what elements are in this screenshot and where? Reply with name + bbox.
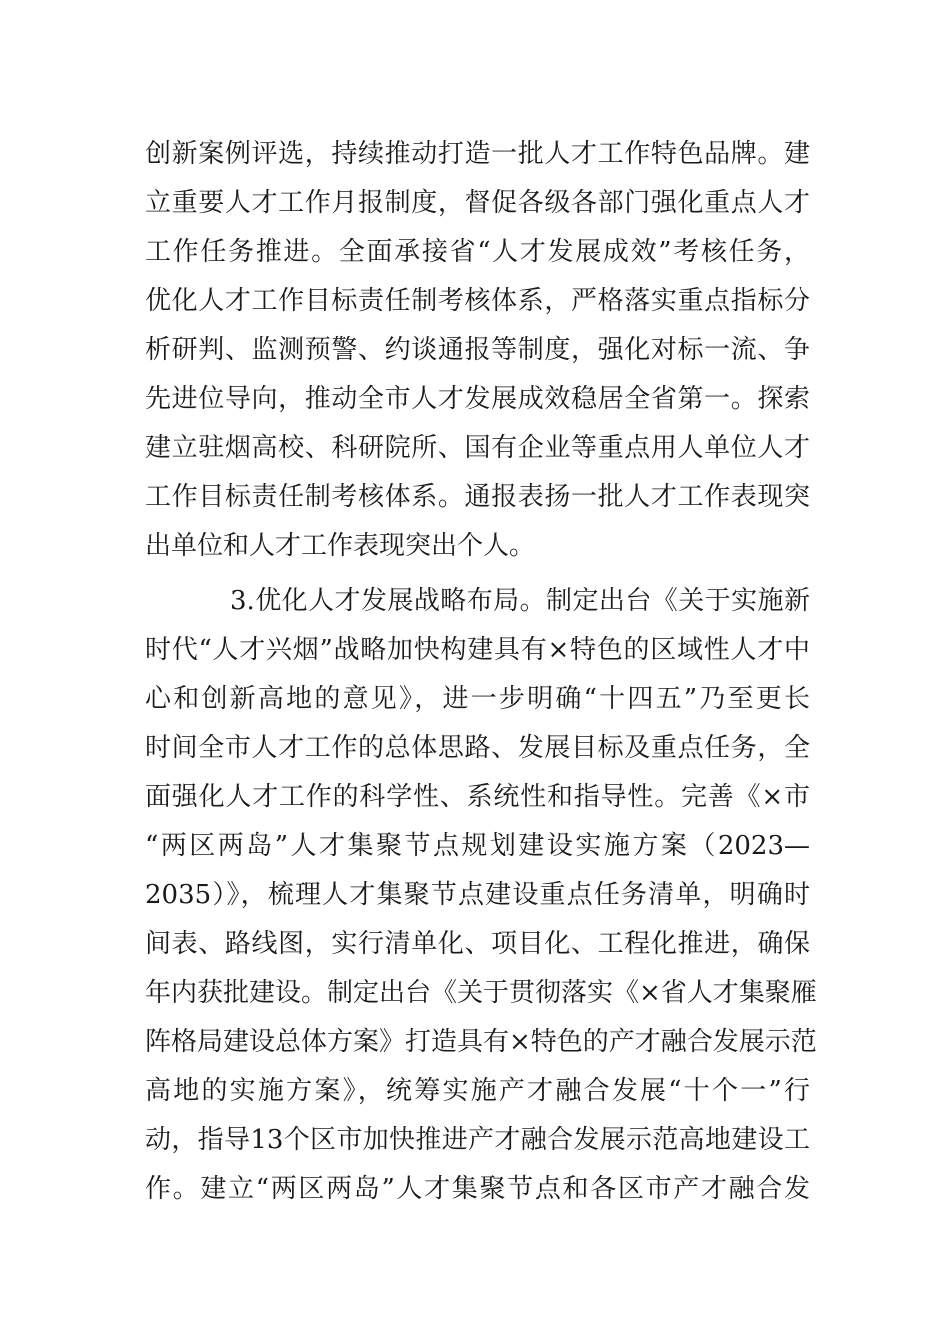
text-line: “两区两岛”人才集聚节点规划建设实施方案（2023— [145,831,810,861]
text-line: 出单位和人才工作表现突出个人。 [145,531,536,561]
text-line: 间表、路线图，实行清单化、项目化、工程化推进，确保 [145,929,810,959]
text-line: 心和创新高地的意见》，进一步明确“十四五”乃至更长 [145,684,810,714]
text-line: 高地的实施方案》，统筹实施产才融合发展“十个一”行 [145,1076,810,1106]
text-line: 年内获批建设。制定出台《关于贯彻落实《×省人才集聚雁 [145,978,817,1008]
text-line: 析研判、监测预警、约谈通报等制度，强化对标一流、争 [145,335,810,365]
text-line: 立重要人才工作月报制度，督促各级各部门强化重点人才 [145,188,810,218]
text-line: 工作目标责任制考核体系。通报表扬一批人才工作表现突 [145,482,810,512]
text-line: 3.优化人才发展战略布局。制定出台《关于实施新 [230,586,810,616]
text-line: 建立驻烟高校、科研院所、国有企业等重点用人单位人才 [145,433,810,463]
text-line: 面强化人才工作的科学性、系统性和指导性。完善《×市 [145,782,810,812]
text-line: 时代“人才兴烟”战略加快构建具有×特色的区域性人才中 [145,635,810,665]
text-line: 先进位导向，推动全市人才发展成效稳居全省第一。探索 [145,384,810,414]
text-line: 作。建立“两区两岛”人才集聚节点和各区市产才融合发 [145,1174,810,1204]
text-line: 动，指导13个区市加快推进产才融合发展示范高地建设工 [145,1125,810,1155]
text-line: 创新案例评选，持续推动打造一批人才工作特色品牌。建 [145,139,810,169]
text-line: 工作任务推进。全面承接省“人才发展成效”考核任务， [145,237,810,267]
text-line: 优化人才工作目标责任制考核体系，严格落实重点指标分 [145,286,810,316]
text-line: 时间全市人才工作的总体思路、发展目标及重点任务，全 [145,733,810,763]
text-line: 阵格局建设总体方案》打造具有×特色的产才融合发展示范 [145,1027,817,1057]
text-line: 2035）》，梳理人才集聚节点建设重点任务清单，明确时 [145,880,810,910]
